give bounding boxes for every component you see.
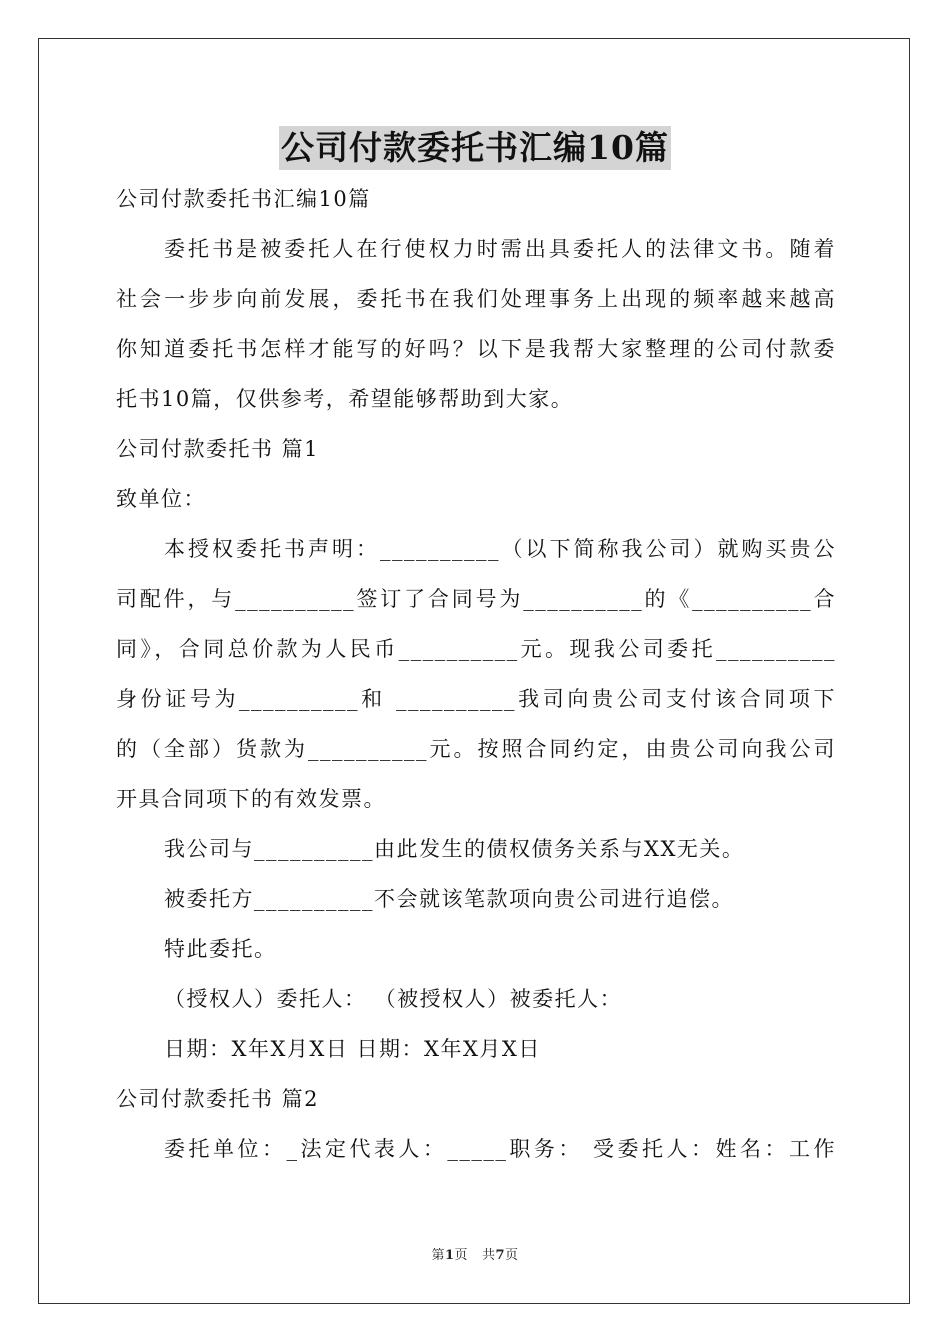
body-line-3: 同》，合同总价款为人民币__________元。现我公司委托__________	[116, 637, 836, 661]
section-2-first-line: 委托单位：_法定代表人：_____职务： 受委托人：姓名：工作	[164, 1137, 836, 1161]
body-line-2: 司配件，与__________签订了合同号为__________的《__________合	[116, 587, 836, 611]
statement-line-1: 我公司与__________由此发生的债权债务关系与XX无关。	[164, 837, 745, 861]
page-prefix: 第	[431, 1248, 445, 1263]
closing-line: 特此委托。	[164, 937, 277, 961]
section-2-heading: 公司付款委托书 篇2	[116, 1087, 320, 1111]
intro-line-2: 社会一步步向前发展，委托书在我们处理事务上出现的频率越来越高	[116, 287, 836, 311]
section-1-heading: 公司付款委托书 篇1	[116, 437, 320, 461]
body-line-6: 开具合同项下的有效发票。	[116, 787, 386, 811]
document-title: 公司付款委托书汇编10篇	[279, 126, 671, 170]
signature-line: （授权人）委托人： （被授权人）被委托人：	[164, 987, 623, 1011]
intro-line-1: 委托书是被委托人在行使权力时需出具委托人的法律文书。随着	[164, 237, 836, 261]
page-label: 页	[454, 1248, 469, 1263]
body-line-1: 本授权委托书声明：__________（以下简称我公司）就购买贵公	[164, 537, 836, 561]
total-label: 页	[505, 1248, 519, 1263]
addressee-line: 致单位：	[116, 487, 206, 511]
date-line: 日期：X年X月X日 日期：X年X月X日	[164, 1037, 541, 1061]
page-total: 7	[495, 1248, 506, 1263]
page-footer	[0, 1244, 950, 1263]
body-line-4: 身份证号为__________和 __________我司向贵公司支付该合同项下	[116, 687, 836, 711]
page-current: 1	[444, 1248, 455, 1263]
body-line-5: 的（全部）货款为__________元。按照合同约定，由贵公司向我公司	[116, 737, 836, 761]
intro-line-4: 托书10篇，仅供参考，希望能够帮助到大家。	[116, 387, 574, 411]
document-body	[116, 176, 836, 1176]
title-container	[0, 126, 950, 170]
subtitle-line: 公司付款委托书汇编10篇	[116, 187, 371, 211]
intro-line-3: 你知道委托书怎样才能写的好吗？以下是我帮大家整理的公司付款委	[116, 337, 836, 361]
statement-line-2: 被委托方__________不会就该笔款项向贵公司进行追偿。	[164, 887, 734, 911]
total-prefix: 共	[481, 1248, 496, 1263]
